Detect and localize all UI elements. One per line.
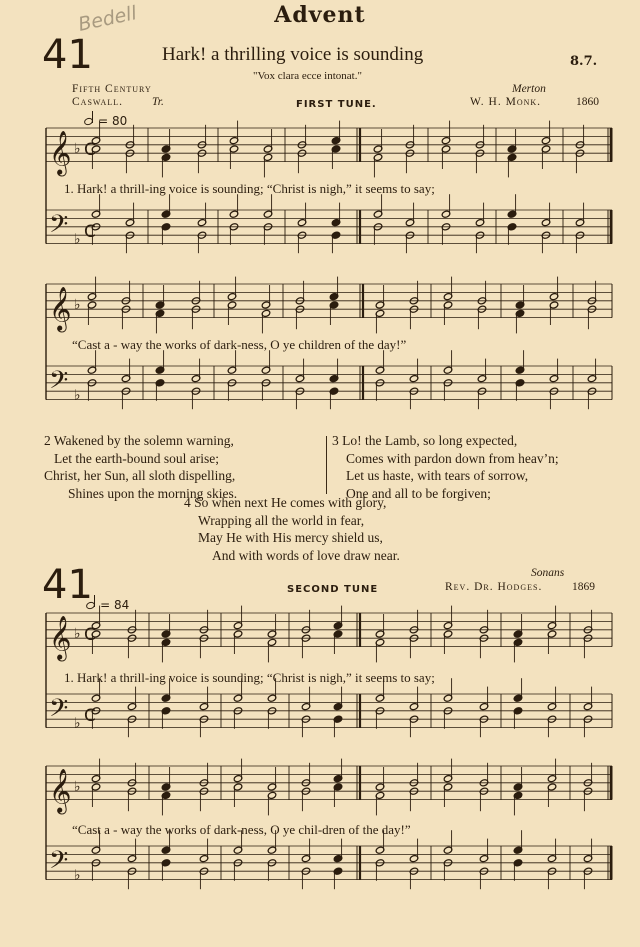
bass-clef-icon: 𝄢 <box>49 210 69 246</box>
verse-line: Comes with pardon down from heav’n; <box>346 450 559 466</box>
hymn-meter: 8.7. <box>570 54 598 69</box>
treble-clef-icon: 𝄞 <box>49 130 72 175</box>
second-tune-composer: Rev. Dr. Hodges. <box>445 581 543 593</box>
verse-line: May He with His mercy shield us, <box>198 530 383 545</box>
tempo-value: = 80 <box>98 114 128 128</box>
svg-text:♭: ♭ <box>74 779 81 796</box>
hymn-number: 41 <box>42 32 93 78</box>
treble-clef-icon: 𝄞 <box>49 286 72 331</box>
lyrics-system-2: “Cast a - way the works of dark-ness, O ye children of the day!” <box>72 337 407 352</box>
second-tune-name: Sonans <box>531 567 565 579</box>
svg-text:♭: ♭ <box>74 387 81 404</box>
first-tune-name: Merton <box>512 83 546 95</box>
first-tune-label: FIRST TUNE. <box>296 99 377 110</box>
svg-text:♭: ♭ <box>74 867 81 884</box>
verse-line: And with words of love draw near. <box>212 547 400 563</box>
verse-line: Shines upon the morning skies. <box>68 485 238 501</box>
svg-text:C: C <box>84 706 96 727</box>
svg-text:♭: ♭ <box>74 626 81 643</box>
second-tune-year: 1869 <box>572 581 595 593</box>
verse-divider <box>326 436 327 494</box>
verse-line: One and all to be forgiven; <box>346 485 491 501</box>
verse-line: Wrapping all the world in fear, <box>198 512 365 528</box>
verse-3 <box>332 432 559 502</box>
first-tune-year: 1860 <box>576 96 599 108</box>
svg-text:C: C <box>84 222 96 243</box>
lyrics-system-1: 1. Hark! a thrill-ing voice is sounding; “Christ is nigh,” it seems to say; <box>64 181 435 196</box>
verse-line: 4 So when next He comes with glory, <box>184 495 387 510</box>
treble-clef-icon: 𝄞 <box>49 615 72 660</box>
hymn-title: Hark! a thrilling voice is sounding <box>162 44 424 65</box>
svg-text:C: C <box>84 625 96 646</box>
verse-2 <box>44 432 237 502</box>
latin-subtitle: "Vox clara ecce intonat." <box>253 70 362 82</box>
svg-text:♭: ♭ <box>74 141 81 158</box>
svg-text:♭: ♭ <box>74 297 81 314</box>
verse-line: 3 Lo! the Lamb, so long expected, <box>332 433 518 448</box>
lyrics-system-4: “Cast a - way the works of dark-ness, O ye chil-dren of the day!” <box>72 822 411 837</box>
svg-text:♭: ♭ <box>74 715 81 732</box>
svg-text:C: C <box>84 140 96 161</box>
text-source: Fifth Century <box>72 83 152 95</box>
svg-text:♭: ♭ <box>74 231 81 248</box>
verse-line: Let the earth-bound soul arise; <box>54 450 219 466</box>
tempo-value: = 84 <box>100 598 130 612</box>
second-tune-number: 41 <box>42 562 93 608</box>
lyrics-system-3: 1. Hark! a thrill-ing voice is sounding; “Christ is nigh,” it seems to say; <box>64 670 435 685</box>
second-tune-label: SECOND TUNE <box>287 584 379 595</box>
bass-clef-icon: 𝄢 <box>49 366 69 402</box>
treble-clef-icon: 𝄞 <box>49 768 72 813</box>
first-tune-composer: W. H. Monk. <box>470 96 542 108</box>
tempo-marking-2 <box>86 594 129 613</box>
verse-4 <box>184 494 400 564</box>
verse-line: 2 Wakened by the solemn warning, <box>44 433 234 448</box>
bass-clef-icon: 𝄢 <box>49 846 69 882</box>
pencil-margin-note: Bedell <box>76 2 139 36</box>
translator: Caswall. <box>72 96 123 108</box>
verse-line: Let us haste, with tears of sorrow, <box>346 468 529 483</box>
bass-clef-icon: 𝄢 <box>49 694 69 730</box>
page-heading: Advent <box>274 2 366 28</box>
half-note-icon <box>85 601 96 611</box>
translator-role: Tr. <box>152 96 164 108</box>
verse-line: Christ, her Sun, all sloth dispelling, <box>44 468 236 483</box>
